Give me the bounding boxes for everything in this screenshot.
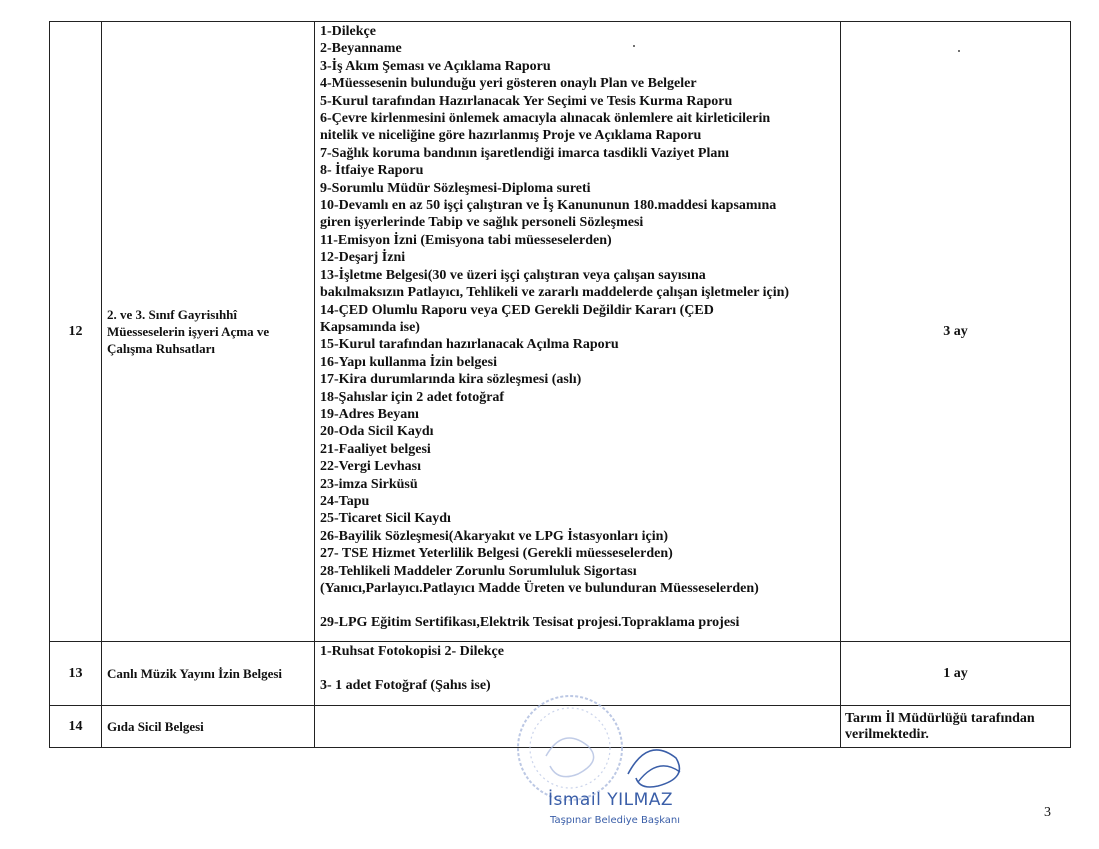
processing-time: 1 ay bbox=[841, 642, 1071, 706]
requirement-item bbox=[320, 597, 840, 614]
requirement-item: 23-imza Sirküsü bbox=[320, 476, 418, 492]
required-documents-list bbox=[315, 22, 841, 642]
table-row bbox=[50, 22, 1071, 642]
license-type bbox=[102, 22, 315, 642]
license-type bbox=[102, 642, 315, 706]
requirement-item: 6-Çevre kirlenmesini önlemek amacıyla alınacak önlemlere ait kirleticilerin bbox=[320, 111, 771, 127]
requirement-item: 7-Sağlık koruma bandının işaretlendiği imarca tasdikli Vaziyet Planı bbox=[320, 145, 730, 161]
requirement-item: 27- TSE Hizmet Yeterlilik Belgesi (Gerekli müesseselerden) bbox=[320, 546, 673, 562]
requirement-item bbox=[320, 660, 840, 677]
requirement-item: 25-Ticaret Sicil Kaydı bbox=[320, 511, 451, 527]
requirement-item: 8- İtfaiye Raporu bbox=[320, 163, 424, 179]
license-type-line: Müesseselerin işyeri Açma ve bbox=[107, 324, 270, 339]
processing-time-line: Tarım İl Müdürlüğü tarafından bbox=[845, 710, 1035, 726]
license-type-line: Gıda Sicil Belgesi bbox=[107, 719, 204, 734]
requirement-item: 1-Dilekçe bbox=[320, 24, 376, 39]
requirement-item: (Yanıcı,Parlayıcı.Patlayıcı Madde Üreten ve bulunduran Müesseselerden) bbox=[320, 581, 759, 596]
scan-speck bbox=[633, 45, 635, 47]
requirement-item: 16-Yapı kullanma İzin belgesi bbox=[320, 354, 497, 370]
requirement-item: giren işyerlerinde Tabip ve sağlık personeli Sözleşmesi bbox=[320, 215, 644, 231]
requirement-item: Kapsamında ise) bbox=[320, 319, 420, 335]
requirement-item: 26-Bayilik Sözleşmesi(Akaryakıt ve LPG İstasyonları için) bbox=[320, 528, 669, 544]
requirements-table bbox=[49, 21, 1071, 748]
requirement-item: 3- 1 adet Fotoğraf (Şahıs ise) bbox=[320, 678, 491, 694]
requirement-item: 13-İşletme Belgesi(30 ve üzeri işçi çalıştıran veya çalışan sayısına bbox=[320, 267, 706, 283]
requirement-item: 10-Devamlı en az 50 işçi çalıştıran ve İş Kanununun 180.maddesi kapsamına bbox=[320, 198, 777, 214]
requirement-item: 3-İş Akım Şeması ve Açıklama Raporu bbox=[320, 58, 551, 74]
license-type-line: Canlı Müzik Yayını İzin Belgesi bbox=[107, 666, 283, 681]
signature-name: İsmail YILMAZ bbox=[548, 790, 674, 810]
requirement-item: 4-Müessesenin bulunduğu yeri gösteren onaylı Plan ve Belgeler bbox=[320, 76, 697, 92]
row-number: 12 bbox=[50, 22, 102, 642]
scan-speck bbox=[958, 50, 960, 52]
row-number: 13 bbox=[50, 642, 102, 706]
requirement-item: 2-Beyanname bbox=[320, 41, 402, 57]
requirement-item: 20-Oda Sicil Kaydı bbox=[320, 424, 434, 440]
requirement-item: 17-Kira durumlarında kira sözleşmesi (aslı) bbox=[320, 372, 582, 388]
page-number: 3 bbox=[1044, 805, 1051, 820]
processing-time-line: verilmektedir. bbox=[845, 726, 929, 742]
requirement-item: 29-LPG Eğitim Sertifikası,Elektrik Tesisat projesi.Topraklama projesi bbox=[320, 615, 740, 631]
license-type-line: Çalışma Ruhsatları bbox=[107, 341, 215, 356]
requirement-item: 28-Tehlikeli Maddeler Zorunlu Sorumluluk Sigortası bbox=[320, 563, 637, 579]
license-type-line: 2. ve 3. Sınıf Gayrisıhhî bbox=[107, 307, 238, 322]
processing-time: 3 ay bbox=[841, 22, 1071, 642]
requirement-item: 11-Emisyon İzni (Emisyona tabi müesseselerden) bbox=[320, 232, 612, 248]
requirement-item: 9-Sorumlu Müdür Sözleşmesi-Diploma sureti bbox=[320, 180, 591, 196]
requirement-item: 24-Tapu bbox=[320, 493, 370, 509]
requirement-item: bakılmaksızın Patlayıcı, Tehlikeli ve zararlı maddelerde çalışan işletmeler için) bbox=[320, 285, 790, 301]
requirement-item: 15-Kurul tarafından hazırlanacak Açılma Raporu bbox=[320, 337, 619, 353]
signature-title: Taşpınar Belediye Başkanı bbox=[550, 815, 681, 826]
requirement-item: 18-Şahıslar için 2 adet fotoğraf bbox=[320, 389, 505, 405]
processing-time bbox=[841, 706, 1071, 748]
official-seal-stamp bbox=[508, 686, 708, 836]
requirement-item: 21-Faaliyet belgesi bbox=[320, 441, 431, 457]
requirement-item: 14-ÇED Olumlu Raporu veya ÇED Gerekli Değildir Kararı (ÇED bbox=[320, 302, 714, 318]
requirement-item: 22-Vergi Levhası bbox=[320, 459, 421, 475]
license-type bbox=[102, 706, 315, 748]
requirement-item: 12-Deşarj İzni bbox=[320, 250, 406, 266]
requirement-item: 5-Kurul tarafından Hazırlanacak Yer Seçimi ve Tesis Kurma Raporu bbox=[320, 93, 733, 109]
requirement-item: nitelik ve niceliğine göre hazırlanmış Proje ve Açıklama Raporu bbox=[320, 128, 702, 144]
row-number: 14 bbox=[50, 706, 102, 748]
requirement-item: 19-Adres Beyanı bbox=[320, 406, 419, 422]
requirement-item: 1-Ruhsat Fotokopisi 2- Dilekçe bbox=[320, 644, 504, 659]
